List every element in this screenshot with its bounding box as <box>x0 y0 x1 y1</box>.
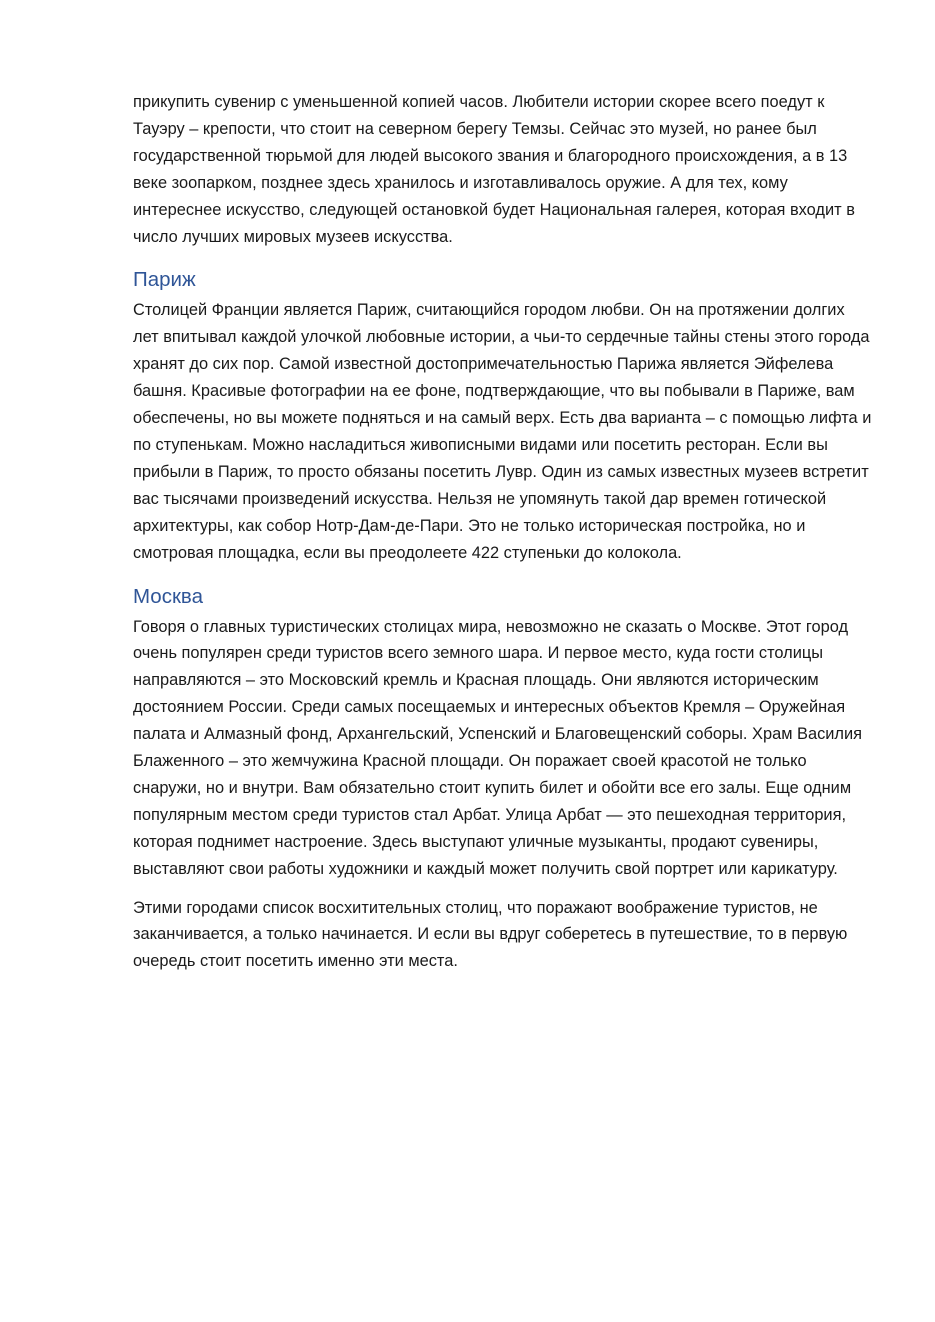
section-heading-paris: Париж <box>133 268 196 292</box>
section-heading-moscow: Москва <box>133 584 203 608</box>
section-paragraph-moscow: Говоря о главных туристических столицах мира, невозможно не сказать о Москве. Этот город очень популярен среди туристов всего земного шара. И первое место, куда гости столицы направляются – это Московский кремль и Красная площадь. Они являются историческим достоянием России. Среди самых посещаемых и интересных объектов Кремля – Оружейная палата и Алмазный фонд, Архангельский, Успенский и Благовещенский соборы. Храм Василия Блаженного – это жемчужина Красной площади. Он поражает своей красотой не только снаружи, но и внутри. Вам обязательно стоит купить билет и обойти все его залы. Еще одним популярным местом среди туристов стал Арбат. Улица Арбат — это пешеходная территория, которая поднимет настроение. Здесь выступают уличные музыканты, продают сувениры, выставляют свои работы художники и каждый может получить свой портрет или карикатуру. <box>133 617 863 878</box>
section-moscow <box>133 584 873 976</box>
intro-paragraph: прикупить сувенир с уменьшенной копией часов. Любители истории скорее всего поедут к Тауэру – крепости, что стоит на северном берегу Темзы. Сейчас это музей, но ранее был государственной тюрьмой для людей высокого звания и благородного происхождения, а в 13 веке зоопарком, позднее здесь хранилось и изготавливалось оружие. А для тех, кому интереснее искусство, следующей остановкой будет Национальная галерея, которая входит в число лучших мировых музеев искусства. <box>133 93 855 246</box>
section-paris <box>133 267 873 566</box>
document-body <box>133 89 873 975</box>
closing-paragraph: Этими городами список восхитительных столиц, что поражают воображение туристов, не заканчивается, а только начинается. И если вы вдруг соберетесь в путешествие, то в первую очередь стоит посетить именно эти места. <box>133 898 848 971</box>
section-paragraph-paris: Столицей Франции является Париж, считающийся городом любви. Он на протяжении долгих лет впитывал каждой улочкой любовные истории, а чьи-то сердечные тайны стены этого города хранят до сих пор. Самой известной достопримечательностью Парижа является Эйфелева башня. Красивые фотографии на ее фоне, подтверждающие, что вы побывали в Париже, вам обеспечены, но вы можете подняться и на самый верх. Есть два варианта – с помощью лифта и по ступенькам. Можно насладиться живописными видами или посетить ресторан. Если вы прибыли в Париж, то просто обязаны посетить Лувр. Один из самых известных музеев встретит вас тысячами произведений искусства. Нельзя не упомянуть такой дар времен готической архитектуры, как собор Нотр-Дам-де-Пари. Это не только историческая постройка, но и смотровая площадка, если вы преодолеете 422 ступеньки до колокола. <box>133 301 872 562</box>
